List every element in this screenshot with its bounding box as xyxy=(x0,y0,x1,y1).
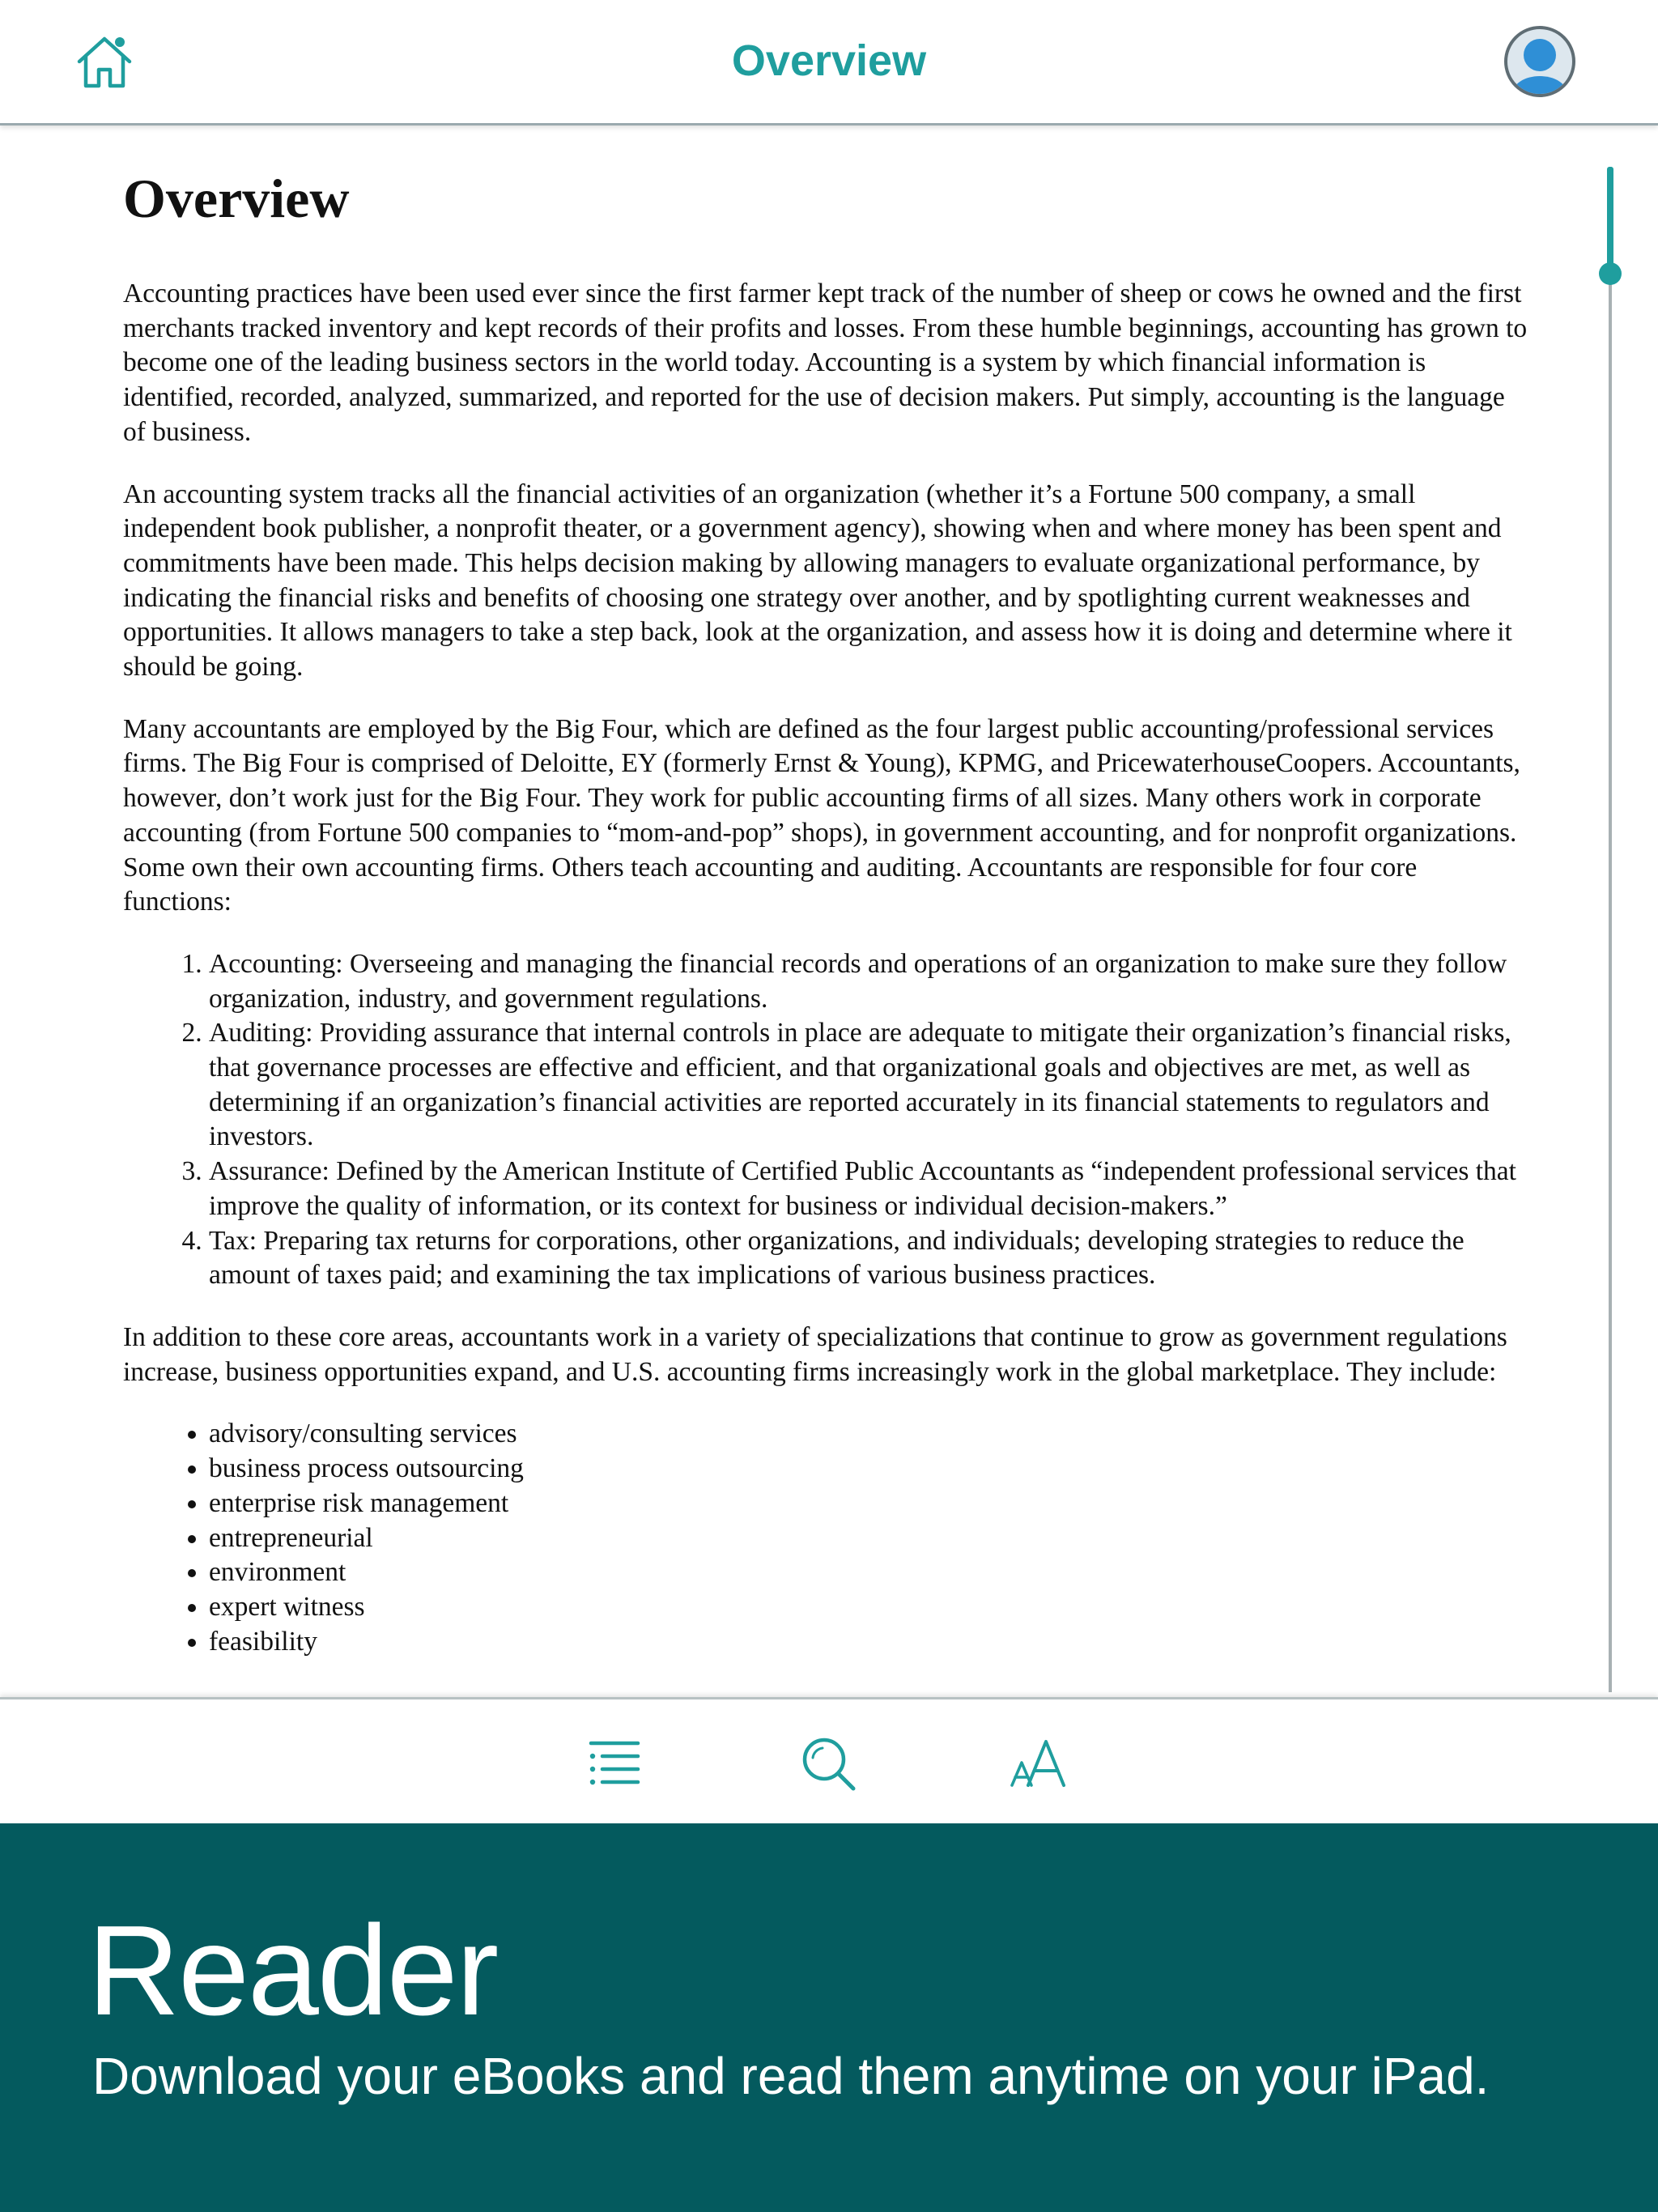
list-item: • entrepreneurial xyxy=(209,1521,1532,1556)
search-button[interactable] xyxy=(800,1735,858,1793)
article-heading: Overview xyxy=(123,168,350,229)
list-item: • business process outsourcing xyxy=(209,1452,1532,1487)
list-item: 1. Accounting: Overseeing and managing the financial records and operations of an organization to make sure they follow organization, industry, and government regulations. xyxy=(209,947,1532,1016)
search-icon xyxy=(800,1735,858,1793)
table-of-contents-button[interactable] xyxy=(588,1735,646,1793)
list-item: 2. Auditing: Providing assurance that internal controls in place are adequate to mitigate their organization’s financial risks, that governance processes are effective and efficient, and that organizational goals and objectives are met, as well as determining if an organization’s financial activities are reported accurately in its financial statements to regulators and investors. xyxy=(209,1016,1532,1155)
banner-subtitle: Download your eBooks and read them anytime on your iPad. xyxy=(92,2047,1490,2105)
list-item: • environment xyxy=(209,1555,1532,1590)
promo-banner xyxy=(0,1823,1658,2212)
list-item: • enterprise risk management xyxy=(209,1487,1532,1521)
article-paragraph: In addition to these core areas, accountants work in a variety of specializations that continue to grow as government regulations increase, business opportunities expand, and U.S. accounting firms increasingly work in the global marketplace. They include: xyxy=(123,1321,1507,1387)
banner-title: Reader xyxy=(87,1899,498,2042)
article-paragraph: Accounting practices have been used ever since the first farmer kept track of the number of sheep or cows he owned and the first merchants tracked inventory and kept records of their profits and losses. From these humble beginnings, accounting has grown to become one of the leading business sectors in the world today. Accounting is a system by which financial information is identified, recorded, analyzed, summarized, and reported for the use of decision makers. Put simply, accounting is the language of business. xyxy=(123,279,1528,447)
user-avatar-icon xyxy=(1503,24,1577,99)
list-item: 4. Tax: Preparing tax returns for corporations, other organizations, and individuals; developing strategies to reduce the amount of taxes paid; and examining the tax implications of various business practices. xyxy=(209,1224,1532,1293)
top-bar xyxy=(0,0,1658,125)
article-paragraph: Many accountants are employed by the Big Four, which are defined as the four largest public accounting/professional services firms. The Big Four is comprised of Deloitte, EY (formerly Ernst & Young), KPMG, and PricewaterhouseCoopers. Accountants, however, don’t work just for the Big Four. They work for public accounting firms of all sizes. Many others work in corporate accounting (from Fortune 500 companies to “mom-and-pop” shops), in government accounting, and for nonprofit organizations. Some own their own accounting firms. Others teach accounting and auditing. Accountants are responsible for four core functions: xyxy=(123,713,1520,917)
core-functions-list xyxy=(123,947,1532,1293)
bottom-toolbar xyxy=(0,1697,1658,1826)
account-button[interactable] xyxy=(1503,24,1577,99)
reader-content[interactable] xyxy=(123,162,1532,1692)
list-item: • advisory/consulting services xyxy=(209,1417,1532,1452)
specializations-list xyxy=(123,1417,1532,1659)
reading-progress-fill xyxy=(1607,167,1613,274)
list-item: • expert witness xyxy=(209,1590,1532,1625)
article-paragraph: An accounting system tracks all the financial activities of an organization (whether it’s a Fortune 500 company, a small independent book publisher, a nonprofit theater, or a government agency), showing when and where money has been spent and commitments have been made. This helps decision making by allowing managers to evaluate organizational performance, by indicating the financial risks and benefits of choosing one strategy over another, and by spotlighting current weaknesses and opportunities. It allows managers to take a step back, look at the organization, and assess how it is doing and determine where it should be going. xyxy=(123,479,1512,683)
reading-progress-handle[interactable] xyxy=(1599,262,1622,285)
font-size-button[interactable] xyxy=(1010,1735,1069,1793)
page-title: Overview xyxy=(731,36,927,85)
font-size-icon xyxy=(1010,1735,1069,1793)
reading-progress-track[interactable] xyxy=(1609,167,1612,1692)
table-of-contents-icon xyxy=(588,1735,646,1793)
list-item: • feasibility xyxy=(209,1625,1532,1660)
list-item: 3. Assurance: Defined by the American Institute of Certified Public Accountants as “independent professional services that improve the quality of information, or its context for business or individual decision-makers.” xyxy=(209,1155,1532,1223)
